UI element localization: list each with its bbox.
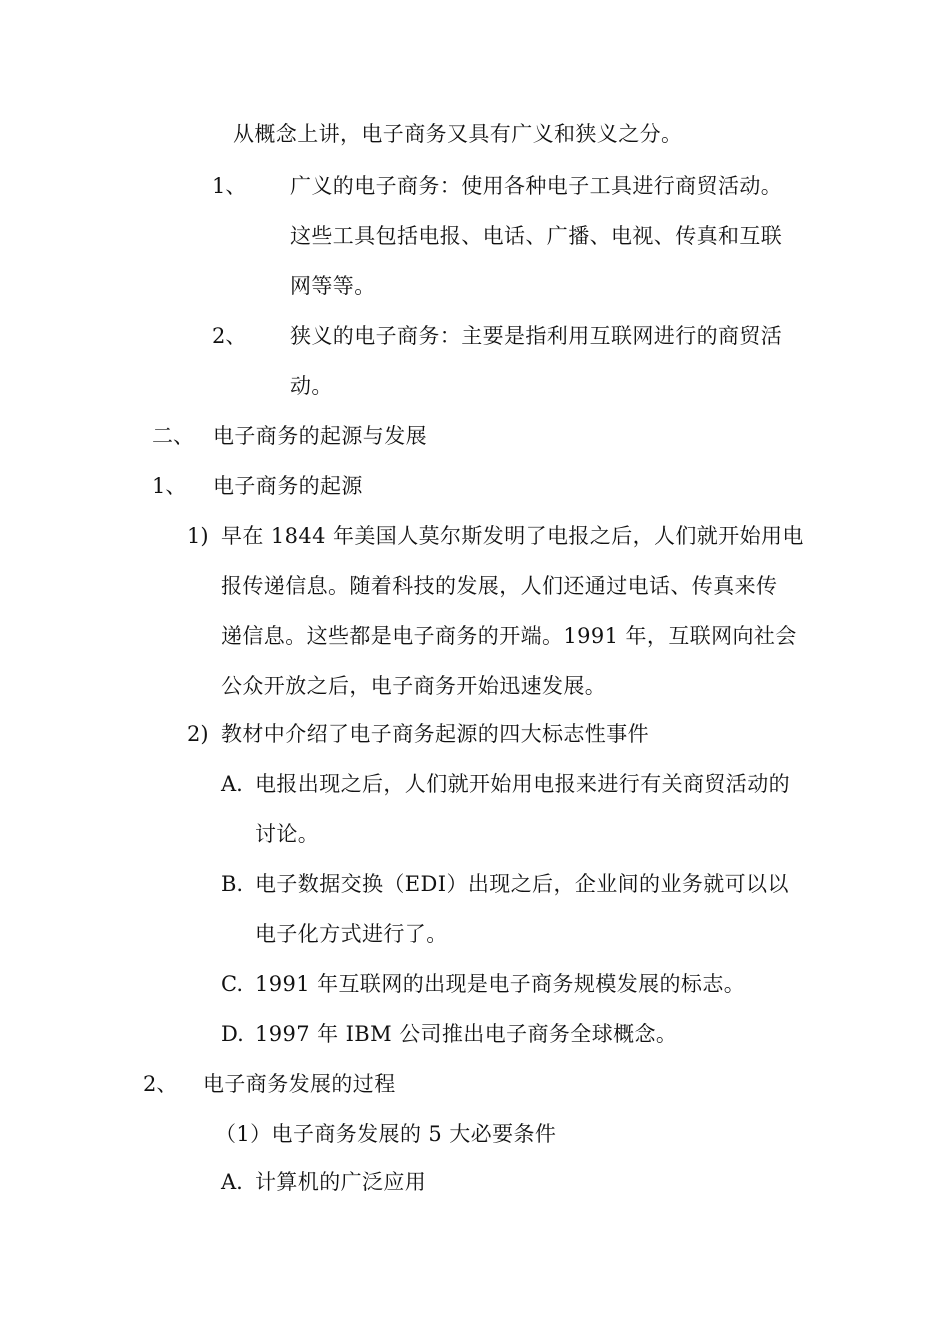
definition-line: 广义的电子商务：使用各种电子工具进行商贸活动。 <box>290 174 783 198</box>
point-line: 教材中介绍了电子商务起源的四大标志性事件 <box>221 722 649 746</box>
condition-item: 计算机的广泛应用 <box>255 1170 427 1194</box>
event-marker: B. <box>221 872 244 896</box>
subsection-heading: 电子商务的起源 <box>213 474 363 498</box>
definition-marker: 1、 <box>212 174 247 198</box>
point-line: 早在 1844 年美国人莫尔斯发明了电报之后，人们就开始用电 <box>221 524 804 548</box>
event-line: 电报出现之后，人们就开始用电报来进行有关商贸活动的 <box>255 772 790 796</box>
definition-line: 狭义的电子商务：主要是指利用互联网进行的商贸活 <box>290 324 783 348</box>
point-line: 公众开放之后，电子商务开始迅速发展。 <box>221 674 607 698</box>
event-marker: A. <box>221 772 243 796</box>
section-heading: 电子商务的起源与发展 <box>213 424 427 448</box>
event-line: 1997 年 IBM 公司推出电子商务全球概念。 <box>255 1022 678 1046</box>
definition-line: 动。 <box>290 374 333 398</box>
definition-marker: 2、 <box>212 324 247 348</box>
condition-heading: （1）电子商务发展的 5 大必要条件 <box>215 1122 557 1146</box>
subsection-heading: 电子商务发展的过程 <box>203 1072 396 1096</box>
point-line: 报传递信息。随着科技的发展，人们还通过电话、传真来传 <box>221 574 778 598</box>
event-marker: C. <box>221 972 243 996</box>
subsection-marker: 1、 <box>152 474 187 498</box>
event-line: 1991 年互联网的出现是电子商务规模发展的标志。 <box>255 972 746 996</box>
condition-marker: A. <box>221 1170 243 1194</box>
point-marker: 1) <box>187 524 209 548</box>
point-marker: 2) <box>187 722 209 746</box>
event-line: 电子数据交换（EDI）出现之后，企业间的业务就可以以 <box>255 872 789 896</box>
event-marker: D. <box>221 1022 244 1046</box>
point-line: 递信息。这些都是电子商务的开端。1991 年，互联网向社会 <box>221 624 797 648</box>
definition-line: 这些工具包括电报、电话、广播、电视、传真和互联 <box>290 224 783 248</box>
subsection-marker: 2、 <box>143 1072 178 1096</box>
event-line: 电子化方式进行了。 <box>255 922 448 946</box>
event-line: 讨论。 <box>255 822 320 846</box>
intro-paragraph: 从概念上讲，电子商务又具有广义和狭义之分。 <box>233 122 683 146</box>
section-marker: 二、 <box>152 424 194 448</box>
definition-line: 网等等。 <box>290 274 376 298</box>
